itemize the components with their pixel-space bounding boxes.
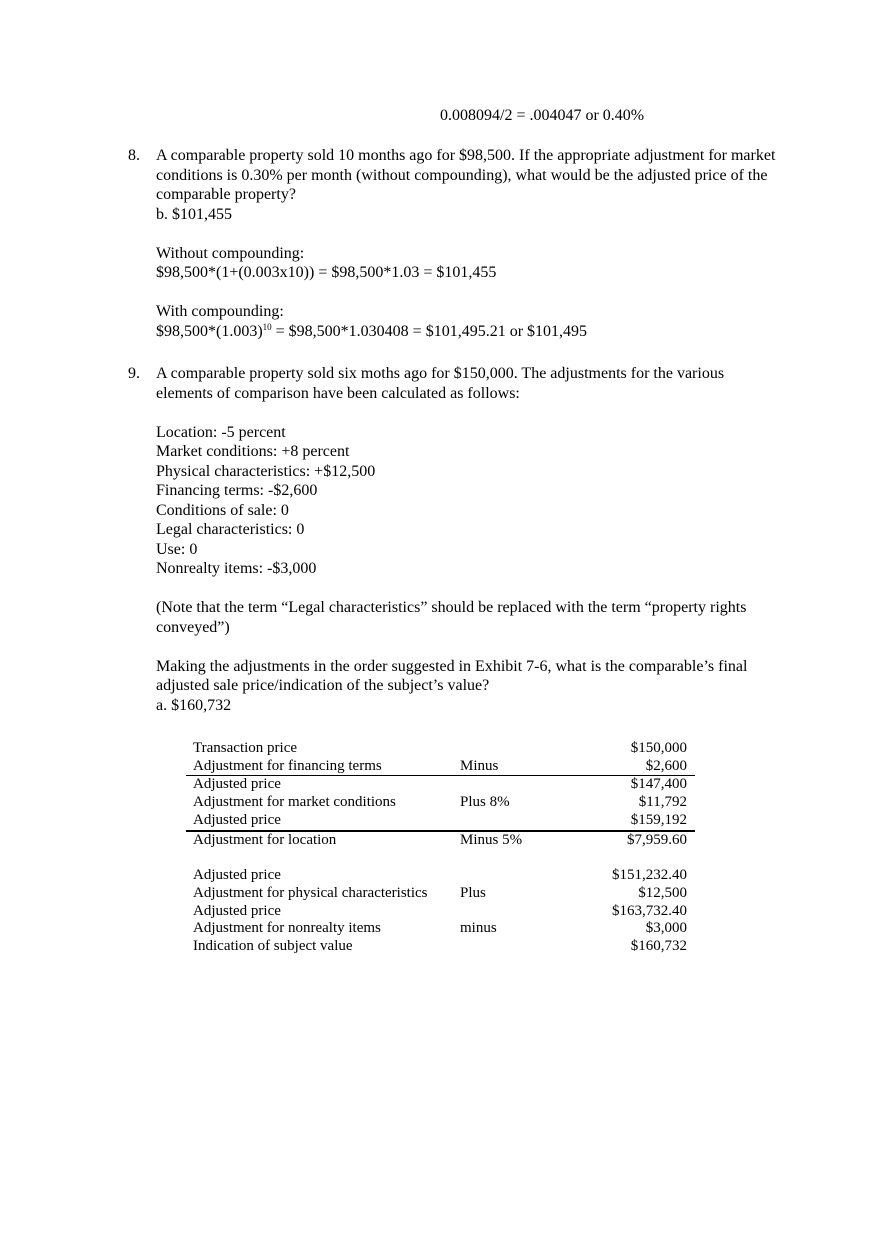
table-row — [186, 794, 695, 812]
element-item: Physical characteristics: +$12,500 — [156, 462, 376, 480]
row-operation — [453, 812, 598, 831]
row-amount: $11,792 — [638, 794, 687, 811]
row-label: Transaction price — [193, 740, 298, 756]
table-row — [186, 885, 695, 903]
question-9-prompt: Making the adjustments in the order suggested in Exhibit 7-6, what is the comparable’s final adjusted sale price/indication of the subject’s value? — [156, 657, 748, 694]
row-amount: $151,232.40 — [612, 867, 687, 884]
with-formula-base: $98,500*(1.003) — [156, 322, 263, 340]
row-amount: $159,192 — [598, 812, 695, 831]
question-9-number: 9. — [128, 365, 140, 382]
table-row — [186, 776, 695, 794]
row-amount: $12,500 — [638, 884, 687, 901]
element-item: Financing terms: -$2,600 — [156, 482, 318, 499]
row-operation — [453, 867, 598, 885]
question-8 — [128, 146, 778, 341]
row-operation — [453, 776, 598, 794]
row-label: Indication of subject value — [193, 938, 353, 955]
row-label: Adjustment for market conditions — [193, 794, 396, 811]
row-label: Adjustment for location — [193, 831, 337, 848]
row-label: Adjustment for financing terms — [186, 758, 453, 776]
row-operation: Plus — [460, 884, 486, 901]
table-row — [186, 740, 695, 758]
element-item: Market conditions: +8 percent — [156, 443, 350, 460]
row-operation — [453, 740, 598, 758]
row-label: Adjustment for physical characteristics — [193, 884, 428, 901]
question-8-text: A comparable property sold 10 months ago for $98,500. If the appropriate adjustment for market conditions is 0.30% per month (without compounding), what would be the adjusted price of the comparable property? — [156, 147, 776, 203]
without-compounding-formula: $98,500*(1+(0.003x10)) = $98,500*1.03 = $101,455 — [156, 264, 497, 281]
adjustment-table — [186, 740, 695, 956]
row-amount: $150,000 — [630, 740, 687, 756]
row-label: Adjusted price — [193, 867, 281, 884]
with-formula-rest: = $98,500*1.030408 = $101,495.21 or $101,495 — [271, 322, 588, 340]
with-compounding-formula — [156, 322, 778, 342]
question-8-answer: b. $101,455 — [156, 205, 232, 223]
row-amount: $147,400 — [630, 776, 687, 793]
row-operation: minus — [460, 920, 497, 937]
table-row — [186, 758, 695, 776]
table-row — [186, 812, 695, 831]
row-label: Adjusted price — [193, 776, 281, 793]
prior-answer-calculation: 0.008094/2 = .004047 or 0.40% — [440, 107, 645, 124]
table-row — [186, 938, 695, 956]
table-row — [186, 867, 695, 885]
row-amount: $160,732 — [630, 938, 687, 955]
question-9 — [128, 364, 778, 715]
row-label: Adjustment for nonrealty items — [193, 920, 381, 937]
table-row — [186, 920, 695, 938]
terminology-note: (Note that the term “Legal characteristics” should be replaced with the term “property rights conveyed”) — [156, 599, 747, 636]
element-item: Legal characteristics: 0 — [156, 521, 305, 538]
row-operation — [453, 903, 598, 921]
row-label: Adjusted price — [193, 902, 281, 919]
element-item: Conditions of sale: 0 — [156, 501, 289, 519]
row-amount: $7,959.60 — [627, 831, 687, 848]
row-operation: Minus 5% — [460, 831, 523, 848]
question-8-number: 8. — [128, 147, 140, 164]
table-row — [186, 903, 695, 921]
row-amount: $2,600 — [598, 758, 695, 776]
element-item: Use: 0 — [156, 540, 198, 558]
without-compounding-label: Without compounding: — [156, 244, 305, 262]
table-row — [186, 831, 695, 868]
row-amount: $163,732.40 — [612, 902, 687, 919]
row-amount: $3,000 — [645, 920, 687, 937]
row-label: Adjusted price — [186, 812, 453, 831]
row-operation: Plus 8% — [460, 794, 510, 811]
element-item: Nonrealty items: -$3,000 — [156, 560, 317, 577]
question-9-answer: a. $160,732 — [156, 696, 232, 714]
element-item: Location: -5 percent — [156, 423, 286, 441]
question-9-text: A comparable property sold six moths ago for $150,000. The adjustments for the various elements of comparison have been calculated as follows: — [156, 365, 725, 402]
with-formula-exponent: 10 — [262, 321, 272, 332]
with-compounding-label: With compounding: — [156, 303, 284, 320]
row-operation: Minus — [453, 758, 598, 776]
row-operation — [453, 938, 598, 956]
